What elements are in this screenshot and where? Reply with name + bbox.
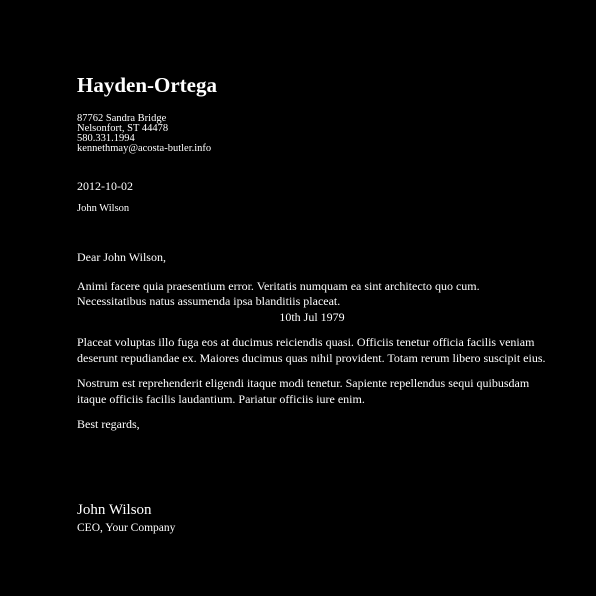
closing: Best regards, [77,417,140,431]
letter-body [77,250,547,433]
letter-date: 2012-10-02 [77,179,133,193]
paragraph-1: Animi facere quia praesentium error. Veritatis numquam ea sint architecto quo cum. Necessitatibus natus assumenda ipsa blanditiis placeat. [77,278,480,308]
inline-date: 10th Jul 1979 [279,309,345,324]
sender-email: kennethmay@acosta-butler.info [77,143,212,154]
company-name: Hayden-Ortega [77,73,217,97]
address-city: Nelsonfort, ST 44478 [77,123,169,134]
sender-address-block [77,114,211,154]
paragraph-3: Nostrum est reprehenderit eligendi itaque modi tenetur. Sapiente repellendus sequi quibusdam itaque officiis facilis laudantium. Pariatur officiis iure enim. [77,376,530,406]
salutation: Dear John Wilson, [77,250,166,264]
recipient-name: John Wilson [77,203,130,214]
paragraph-2: Placeat voluptas illo fuga eos at ducimus reiciendis quasi. Officiis tenetur officia facilis veniam deserunt repudiandae ex. Maiores ducimus quas nihil provident. Totam rerum libero suscipit eius. [77,335,546,365]
signature-title: CEO, Your Company [77,522,176,534]
address-street: 87762 Sandra Bridge [77,113,167,124]
signature-name: John Wilson [77,502,152,518]
sender-phone: 580.331.1994 [77,133,135,144]
